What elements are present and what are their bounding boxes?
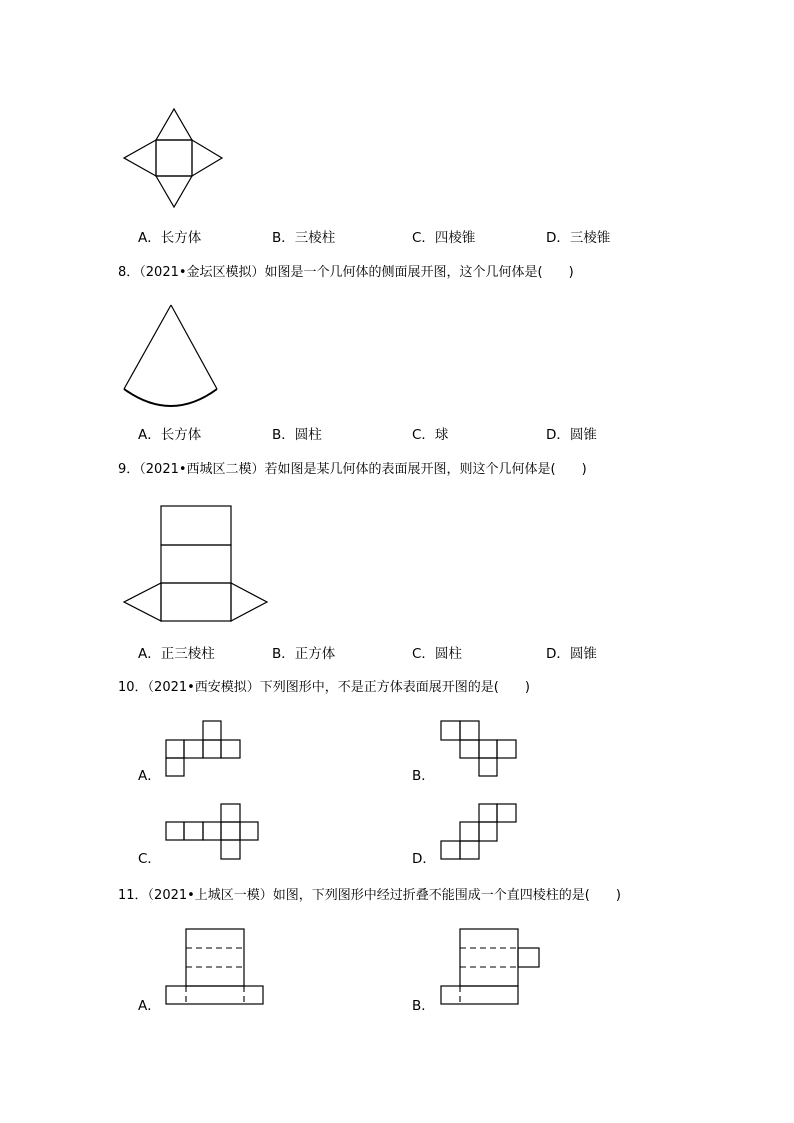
q8-stem: 8．（2021•金坛区模拟）如图是一个几何体的侧面展开图，这个几何体是( ) (118, 265, 574, 280)
q11-stem: 11．（2021•上城区一模）如图，下列图形中经过折叠不能围成一个直四棱柱的是( ) (118, 888, 621, 903)
q8-option-b[interactable]: B．圆柱 (272, 427, 322, 443)
q7-option-c[interactable]: C．四棱锥 (412, 230, 476, 246)
prism-net-b (441, 929, 539, 1004)
q9-stem: 9．（2021•西城区二模）若如图是某几何体的表面展开图，则这个几何体是( ) (118, 462, 587, 477)
q8-option-d[interactable]: D．圆锥 (546, 427, 597, 443)
q10-option-c[interactable]: C． (138, 851, 161, 867)
q9-option-c[interactable]: C．圆柱 (412, 646, 462, 662)
q10-option-d[interactable]: D． (412, 851, 436, 867)
q7-option-b[interactable]: B．三棱柱 (272, 230, 336, 246)
q9-option-a[interactable]: A．正三棱柱 (138, 646, 215, 662)
q7-option-a[interactable]: A．长方体 (138, 230, 202, 246)
q9-option-d[interactable]: D．圆锥 (546, 646, 597, 662)
prism-net-a (166, 929, 263, 1004)
q8-option-c[interactable]: C．球 (412, 427, 449, 443)
q7-option-d[interactable]: D．三棱锥 (546, 230, 611, 246)
q8-option-a[interactable]: A．长方体 (138, 427, 202, 443)
q9-option-b[interactable]: B．正方体 (272, 646, 336, 662)
q10-option-a[interactable]: A． (138, 768, 161, 784)
q11-option-a[interactable]: A． (138, 998, 161, 1014)
q10-option-b[interactable]: B． (412, 768, 435, 784)
q11-option-b[interactable]: B． (412, 998, 435, 1014)
q10-stem: 10．（2021•西安模拟）下列图形中，不是正方体表面展开图的是( ) (118, 680, 530, 695)
